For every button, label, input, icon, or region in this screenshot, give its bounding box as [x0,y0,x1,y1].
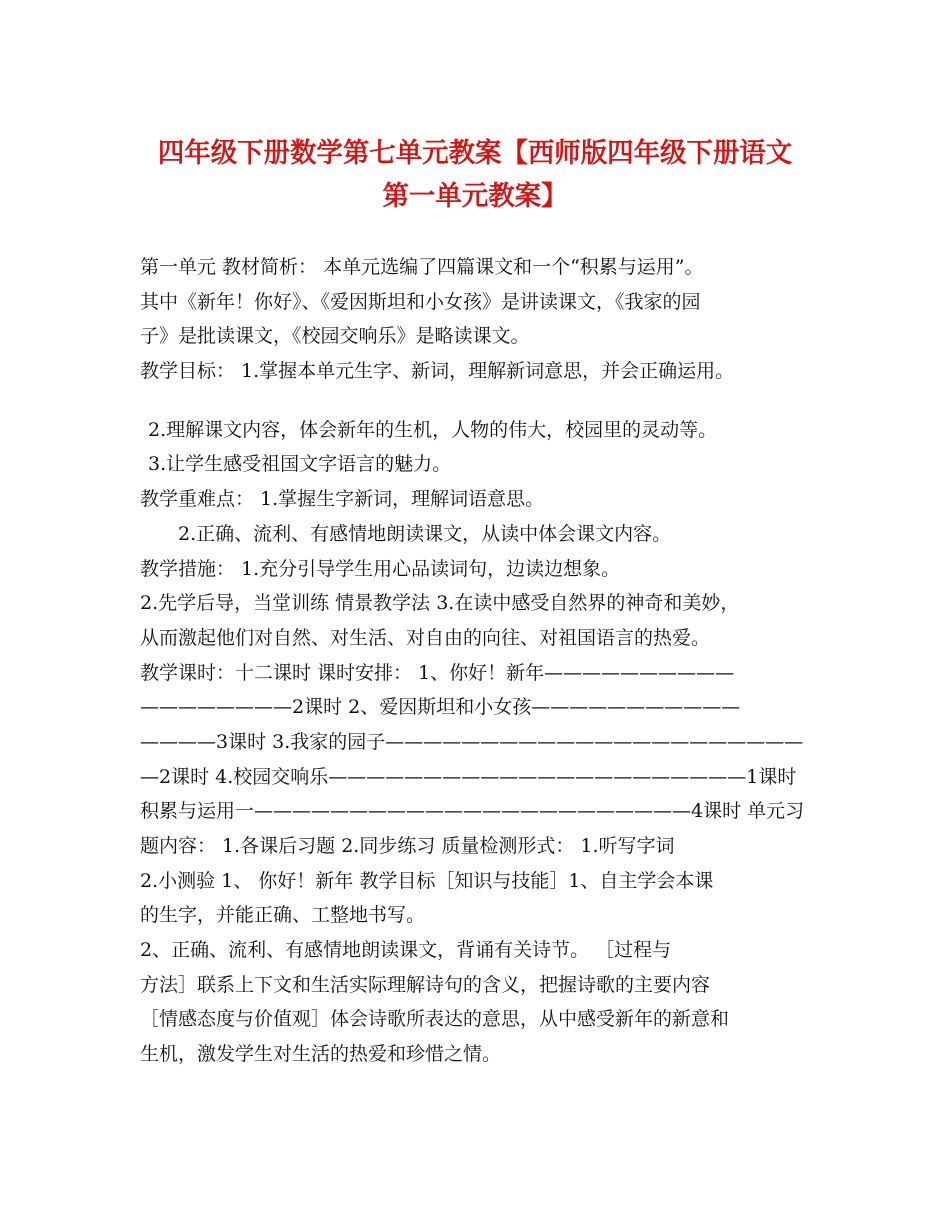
body-line: 题内容： 1.各课后习题 2.同步练习 质量检测形式： 1.听写字词 [140,835,675,857]
body-line: 2、正确、流利、有感情地朗读课文，背诵有关诗节。 ［过程与 [140,939,672,962]
body-line: 2.小测验 1、 你好！新年 教学目标［知识与技能］1、自主学会本课 [140,869,714,892]
body-line: 其中《新年！你好》、《爱因斯坦和小女孩》是讲读课文，《我家的园 [140,290,701,313]
body-line: ————————2课时 2、爱因斯坦和小女孩——————————— [140,696,741,719]
body-line: 从而激起他们对自然、对生活、对自由的向往、对祖国语言的热爱。 [140,626,711,649]
body-line: 生机，激发学生对生活的热爱和珍惜之情。 [140,1043,502,1066]
document-title-line-2: 第一单元教案】 [382,181,568,212]
body-line: 方法］联系上下文和生活实际理解诗句的含义，把握诗歌的主要内容 [140,973,711,996]
body-line: 2.理解课文内容，体会新年的生机，人物的伟大，校园里的灵动等。 [148,418,718,441]
body-line: 教学课时：十二课时 课时安排： 1、你好！新年—————————— [140,661,735,684]
document-title-line-1: 四年级下册数学第七单元教案【西师版四年级下册语文 [157,138,793,169]
body-line: 教学重难点： 1.掌握生字新词，理解词语意思。 [140,488,545,511]
body-line: 积累与运用一———————————————————————4课时 单元习 [140,800,805,823]
paragraph-gap [140,389,820,413]
body-line: 教学措施： 1.充分引导学生用心品读词句，边读边想象。 [140,557,621,580]
document-body [140,250,820,1072]
body-line: —2课时 4.校园交响乐——————————————————————1课时 [140,765,797,788]
body-line: 第一单元 教材简析： 本单元选编了四篇课文和一个“积累与运用”。 [140,256,704,278]
body-line: 3.让学生感受祖国文字语言的魅力。 [148,453,452,476]
body-line: 子》是批读课文，《校园交响乐》是略读课文。 [140,325,530,348]
body-line: ［情感态度与价值观］体会诗歌所表达的意思，从中感受新年的新意和 [140,1008,730,1031]
body-line: 的生字，并能正确、工整地书写。 [140,904,426,927]
body-line: 2.正确、流利、有感情地朗读课文，从读中体会课文内容。 [178,522,672,545]
body-line: 2.先学后导，当堂训练 情景教学法 3.在读中感受自然界的神奇和美妙， [140,592,740,615]
body-line: 教学目标： 1.掌握本单元生字、新词，理解新词意思，并会正确运用。 [140,360,735,383]
body-line: ————3课时 3.我家的园子—————————————————————— [140,730,804,753]
